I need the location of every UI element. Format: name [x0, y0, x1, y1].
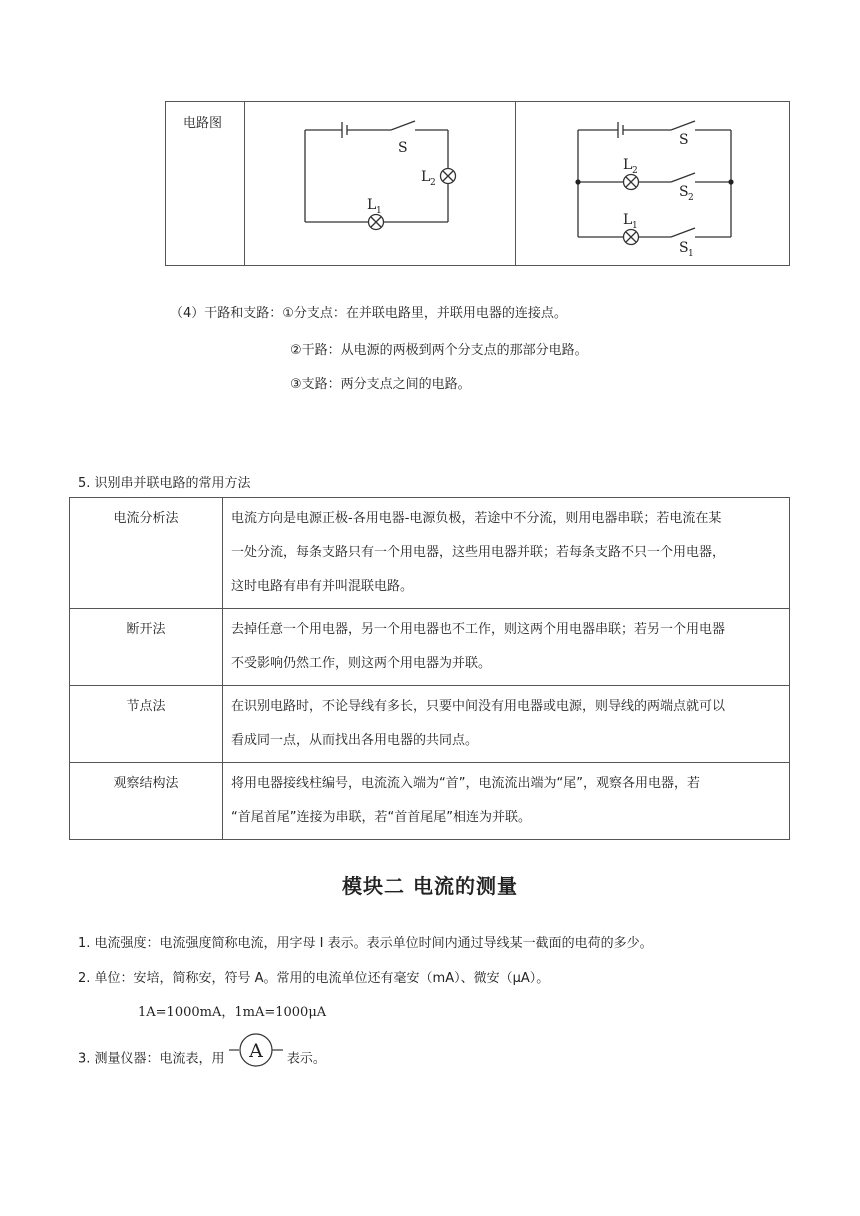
parallel-lamp1-sub: 1	[632, 221, 638, 231]
methods-table	[69, 497, 790, 840]
method-desc-line: 看成同一点，从而找出各用电器的共同点。	[231, 733, 479, 748]
current-definition: 1. 电流强度：电流强度简称电流，用字母 I 表示。表示单位时间内通过导线某一截面的电荷的多少。	[78, 936, 653, 951]
method-desc	[223, 686, 790, 763]
unit-conversion-formula: 1A=1000mA，1mA=1000μA	[138, 1005, 327, 1020]
method-name: 电流分析法	[70, 498, 223, 609]
trunk-branch-line-3: ③支路：两分支点之间的电路。	[290, 377, 471, 392]
series-switch-label: S	[398, 140, 408, 156]
series-lamp2-sub: 2	[430, 178, 436, 188]
parallel-switch-label: S	[679, 132, 689, 148]
parallel-switch1-label: S	[679, 240, 689, 256]
method-desc-line: 将用电器接线柱编号，电流流入端为“首”，电流流出端为“尾”，观察各用电器，若	[231, 776, 700, 791]
module-title: 模块二 电流的测量	[342, 874, 518, 898]
method-desc-line: 电流方向是电源正极-各用电器-电源负极，若途中不分流，则用电器串联；若电流在某	[231, 511, 722, 526]
method-desc	[223, 609, 790, 686]
series-circuit-diagram	[245, 102, 515, 261]
parallel-lamp2-label: L	[623, 157, 633, 173]
table-row	[70, 763, 790, 840]
instrument-text: 3. 测量仪器：电流表，用	[78, 1051, 225, 1067]
method-desc	[223, 763, 790, 840]
series-lamp2-label: L	[421, 169, 431, 185]
instrument-text-suffix: 表示。	[286, 1051, 326, 1067]
method-desc-line: 这时电路有串有并叫混联电路。	[231, 579, 414, 594]
parallel-circuit-cell	[516, 102, 790, 266]
method-name: 观察结构法	[70, 763, 223, 840]
method-name: 节点法	[70, 686, 223, 763]
ammeter-symbol: A	[248, 1040, 263, 1062]
parallel-switch1-sub: 1	[688, 249, 694, 259]
trunk-branch-line-2: ②干路：从电源的两极到两个分支点的那部分电路。	[290, 343, 588, 358]
method-desc-line: 一处分流，每条支路只有一个用电器，这些用电器并联；若每条支路不只一个用电器，	[231, 545, 726, 560]
parallel-lamp2-sub: 2	[632, 166, 638, 176]
branch-point-right	[728, 179, 733, 184]
circuit-table	[165, 101, 790, 266]
table-row	[70, 609, 790, 686]
method-desc-line: 去掉任意一个用电器，另一个用电器也不工作，则这两个用电器串联；若另一个用电器	[231, 622, 726, 637]
circuit-label: 电路图	[166, 102, 245, 266]
series-lamp1-label: L	[367, 197, 377, 213]
parallel-circuit-diagram	[516, 102, 789, 261]
method-desc-line: 不受影响仍然工作，则这两个用电器为并联。	[231, 656, 492, 671]
method-name: 断开法	[70, 609, 223, 686]
parallel-switch2-sub: 2	[688, 193, 694, 203]
table-row	[70, 498, 790, 609]
section5-heading: 5. 识别串并联电路的常用方法	[78, 476, 251, 491]
current-unit: 2. 单位：安培，简称安，符号 A。常用的电流单位还有毫安（mA）、微安（μA）。	[78, 971, 550, 986]
method-desc	[223, 498, 790, 609]
branch-point-left	[575, 179, 580, 184]
series-lamp1-sub: 1	[376, 206, 382, 216]
ammeter-icon	[229, 1037, 283, 1063]
series-circuit-cell	[245, 102, 516, 266]
measuring-instrument-line	[78, 1040, 326, 1072]
parallel-switch2-label: S	[679, 184, 689, 200]
parallel-lamp1-label: L	[623, 212, 633, 228]
table-row	[70, 686, 790, 763]
trunk-branch-line-1: （4）干路和支路：①分支点：在并联电路里，并联用电器的连接点。	[170, 306, 567, 321]
method-desc-line: “首尾首尾”连接为串联，若“首首尾尾”相连为并联。	[231, 810, 531, 825]
method-desc-line: 在识别电路时，不论导线有多长，只要中间没有用电器或电源，则导线的两端点就可以	[231, 699, 726, 714]
